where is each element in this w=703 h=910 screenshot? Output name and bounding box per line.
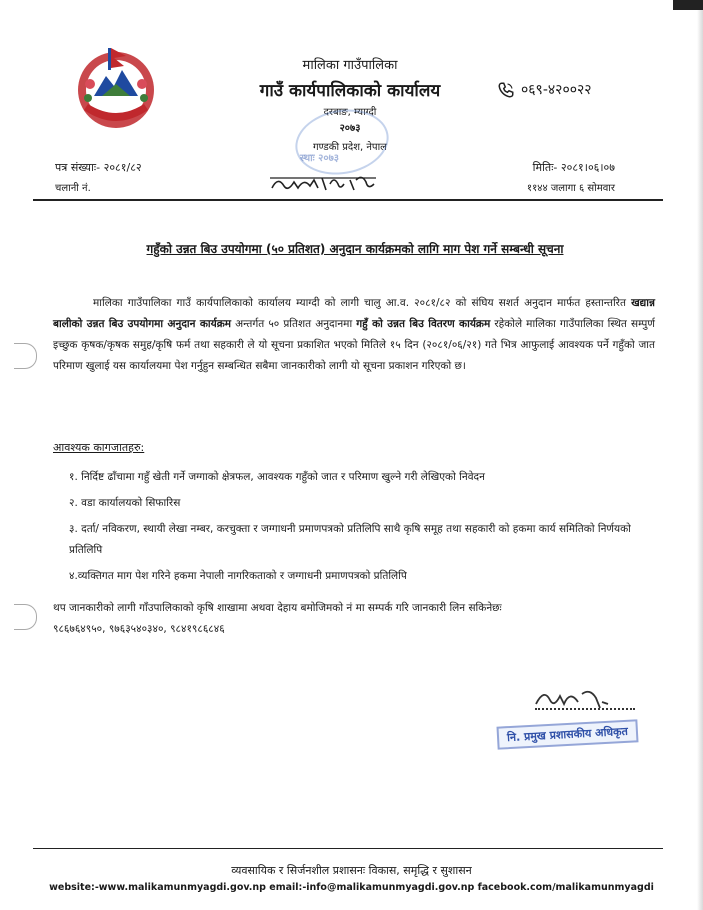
documents-heading: आवश्यक कागजातहरु: [53, 441, 145, 454]
stamp-text: स्थाः २०७३ [300, 153, 339, 164]
letter-number: पत्र संख्याः- २०८१/८२ [55, 161, 142, 174]
page-edge-shadow [697, 0, 703, 910]
phone-block [497, 80, 592, 99]
footer-divider [33, 848, 663, 849]
handwritten-notice-number [268, 170, 388, 198]
address-line-3: गण्डकी प्रदेश, नेपाल [313, 142, 387, 153]
contact-section [53, 598, 658, 640]
document-item: ४.व्यक्तिगत माग पेश गरिने हकमा नेपाली नागरिकताको र जग्गाधनी प्रमाणपत्रको प्रतिलिपि [69, 570, 407, 582]
municipality-name: मालिका गाउँपालिका [302, 58, 398, 73]
footer-slogan: व्यवसायिक र सिर्जनशील प्रशासनः विकास, समृद्धि र सुशासन [231, 864, 472, 877]
nepal-emblem-logo [70, 40, 162, 132]
phone-number: ०६९-४२००२२ [521, 82, 592, 98]
notice-body [53, 293, 655, 377]
footer-links: website:-www.malikamunmyagdi.gov.np email:-info@malikamunmyagdi.gov.np facebook.com/malikamunmyagdi [49, 882, 654, 893]
office-name: गाउँ कार्यपालिकाको कार्यालय [259, 81, 441, 101]
header-divider [33, 199, 663, 201]
body-text-2: अन्तर्गत ५० प्रतिशत अनुदानमा [231, 318, 357, 330]
signatory-title-stamp: नि. प्रमुख प्रशासकीय अधिकृत [496, 719, 638, 749]
document-item: ३. दर्ता/ नविकरण, स्थायी लेखा नम्बर, करचुक्ता र जग्गाधनी प्रमाणपत्रको प्रतिलिपि साथै कृषि समूह तथा सहकारी को हकमा कार्य समितिको निर्णयको प्रतिलिपि [69, 523, 631, 556]
phone-icon [497, 81, 515, 99]
notice-subject: गहुँको उन्नत बिउ उपयोगमा (५० प्रतिशत) अनुदान कार्यक्रमको लागि माग पेश गर्ने सम्बन्धी सूचना [146, 242, 564, 256]
signature-line [535, 708, 635, 710]
address-line-2: २०७३ [339, 123, 361, 134]
letter-date-secondary: ११४४ जलागा ६ सोमवार [526, 183, 615, 194]
letter-date: मितिः- २०८१।०६।०७ [532, 161, 615, 174]
body-text-3: रहेकोले मालिका गाउँपालिका स्थित सम्पुर्ण इच्छुक कृषक/कृषक समुह/कृषि फर्म तथा सहकारी ले यो सूचना प्रकाशित भएको मितिले १५ दिन (२०८१/०६/२१) गते भित्र आफुलाई आवश्यक पर्ने गहुँको जात परिमाण खुलाई यस कार्यालयमा पेश गर्नुहुन सम्बन्धित सबैमा जानकारीको लागी यो सूचना प्रकाशन गरिएको छ। [53, 318, 655, 372]
body-bold-1: खद्यान्न बालीको उन्नत बिउ उपयोगमा अनुदान कार्यक्रम [53, 297, 655, 330]
document-item: २. वडा कार्यालयको सिफारिस [69, 497, 181, 509]
address-line-1: दरबाङ, म्याग्दी [323, 107, 377, 118]
document-item: १. निर्दिष्ट ढाँचामा गहुँ खेती गर्ने जग्गाको क्षेत्रफल, आवश्यक गहुँको जात र परिमाण खुल्ने गरी लेखिएको निवेदन [69, 471, 485, 483]
contact-numbers: ९८६७६४९५०, ९७६३५४०३४०, ९८४१९८६८४६ [53, 623, 225, 635]
body-bold-2: गहुँ को उन्नत बिउ वितरण कार्यक्रम [356, 318, 491, 330]
page-corner [673, 0, 703, 10]
punch-hole [14, 343, 37, 369]
punch-hole [14, 604, 37, 630]
contact-text: थप जानकारीको लागी गाँउपालिकाको कृषि शाखामा अथवा देहाय बमोजिमको नं मा सम्पर्क गरि जानकारी लिन सकिनेछः [53, 602, 502, 614]
dispatch-number: चलानी नं. [55, 183, 91, 194]
documents-list [69, 467, 655, 592]
body-text-1: मालिका गाउँपालिका गाउँ कार्यपालिकाको कार्यालय म्याग्दी को लागी चालु आ.व. २०८१/८२ को संघिय सशर्त अनुदान मार्फत हस्तान्तरित [93, 297, 632, 309]
